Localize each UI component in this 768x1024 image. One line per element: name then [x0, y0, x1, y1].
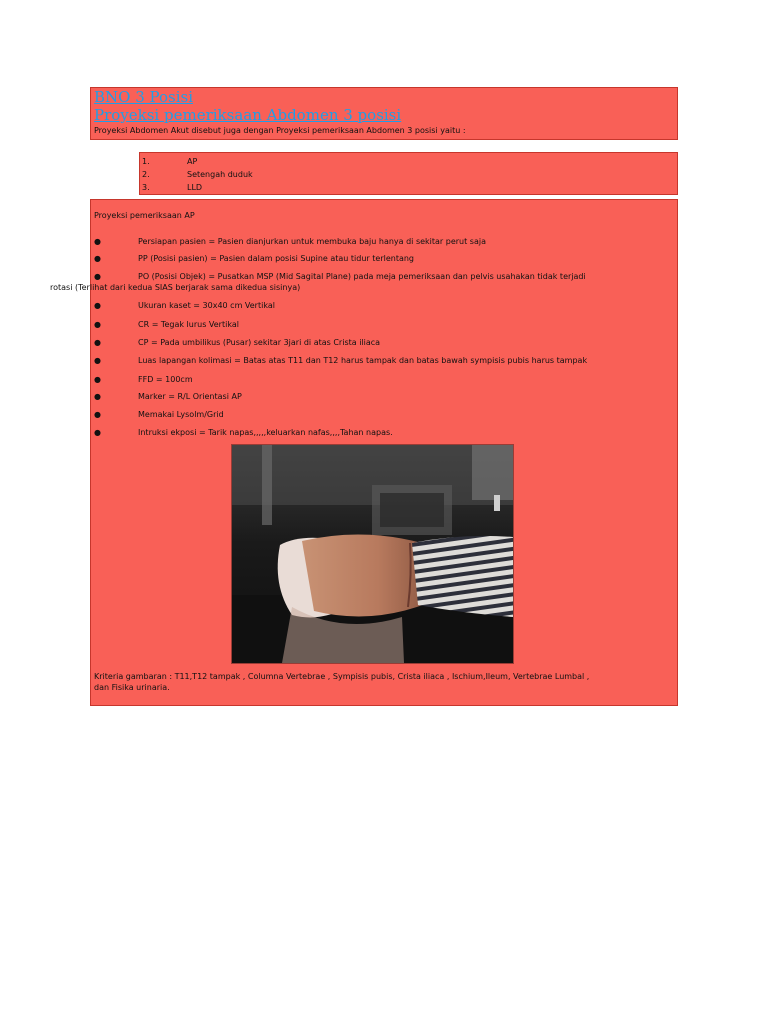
bullet-icon: ●: [94, 338, 101, 347]
list-item: [94, 300, 672, 311]
bullet-text: Marker = R/L Orientasi AP: [138, 392, 242, 401]
list-item: [142, 181, 677, 194]
section-heading: Proyeksi pemeriksaan AP: [94, 211, 195, 220]
position-list: [139, 152, 678, 195]
list-item: [94, 236, 672, 247]
caption-line: Kriteria gambaran : T11,T12 tampak , Columna Vertebrae , Sympisis pubis, Crista iliaca , Ischium,Ileum, Vertebrae Lumbal ,: [94, 672, 590, 681]
list-item: [142, 168, 677, 181]
list-number: 1.: [142, 157, 150, 166]
bullet-icon: ●: [94, 428, 101, 437]
list-item: [94, 374, 672, 385]
bullet-icon: ●: [94, 375, 101, 384]
patient-position-photo: [231, 444, 514, 664]
image-criteria-caption: [94, 671, 669, 693]
list-item: [94, 391, 672, 402]
list-number: 2.: [142, 170, 150, 179]
list-item: [94, 337, 672, 348]
bullet-text: PO (Posisi Objek) = Pusatkan MSP (Mid Sagital Plane) pada meja pemeriksaan dan pelvis usahakan tidak terjadi: [138, 272, 586, 281]
intro-text: Proyeksi Abdomen Akut disebut juga dengan Proyeksi pemeriksaan Abdomen 3 posisi yaitu :: [94, 126, 466, 135]
bullet-icon: ●: [94, 356, 101, 365]
list-item: [94, 319, 672, 330]
bullet-text: Luas lapangan kolimasi = Batas atas T11 dan T12 harus tampak dan batas bawah sympisis pubis harus tampak: [138, 356, 588, 365]
list-item: [142, 155, 677, 168]
bullet-text: Intruksi ekposi = Tarik napas,,,,,keluarkan nafas,,,,Tahan napas.: [138, 428, 393, 437]
bullet-icon: ●: [94, 272, 101, 281]
bullet-icon: ●: [94, 254, 101, 263]
bullet-text: Memakai Lysolm/Grid: [138, 410, 224, 419]
bullet-text: FFD = 100cm: [138, 375, 193, 384]
bullet-text: Ukuran kaset = 30x40 cm Vertikal: [138, 301, 275, 310]
bullet-text: PP (Posisi pasien) = Pasien dalam posisi Supine atau tidur terlentang: [138, 254, 415, 263]
title-link-proyeksi[interactable]: Proyeksi pemeriksaan Abdomen 3 posisi: [94, 106, 402, 124]
list-item: [94, 253, 672, 264]
header-block: [90, 87, 678, 140]
bullet-text-continuation: rotasi (Terlihat dari kedua SIAS berjarak sama dikedua sisinya): [50, 283, 301, 292]
bullet-text: CP = Pada umbilikus (Pusar) sekitar 3jari di atas Crista iliaca: [138, 338, 381, 347]
bullet-text: Persiapan pasien = Pasien dianjurkan untuk membuka baju hanya di sekitar perut saja: [138, 237, 486, 246]
bullet-icon: ●: [94, 301, 101, 310]
caption-line: dan Fisika urinaria.: [94, 683, 170, 692]
list-label: Setengah duduk: [187, 170, 253, 179]
list-item: [94, 409, 672, 420]
ap-projection-section: [50, 199, 678, 706]
list-item: [94, 427, 672, 438]
bullet-icon: ●: [94, 392, 101, 401]
list-label: LLD: [187, 183, 203, 192]
list-item: [94, 355, 672, 366]
list-number: 3.: [142, 183, 150, 192]
bullet-icon: ●: [94, 410, 101, 419]
list-item: [50, 271, 672, 293]
bullet-text: CR = Tegak lurus Vertikal: [138, 320, 239, 329]
bullet-icon: ●: [94, 237, 101, 246]
title-link-bno[interactable]: BNO 3 Posisi: [94, 88, 194, 106]
list-label: AP: [187, 157, 198, 166]
bullet-icon: ●: [94, 320, 101, 329]
